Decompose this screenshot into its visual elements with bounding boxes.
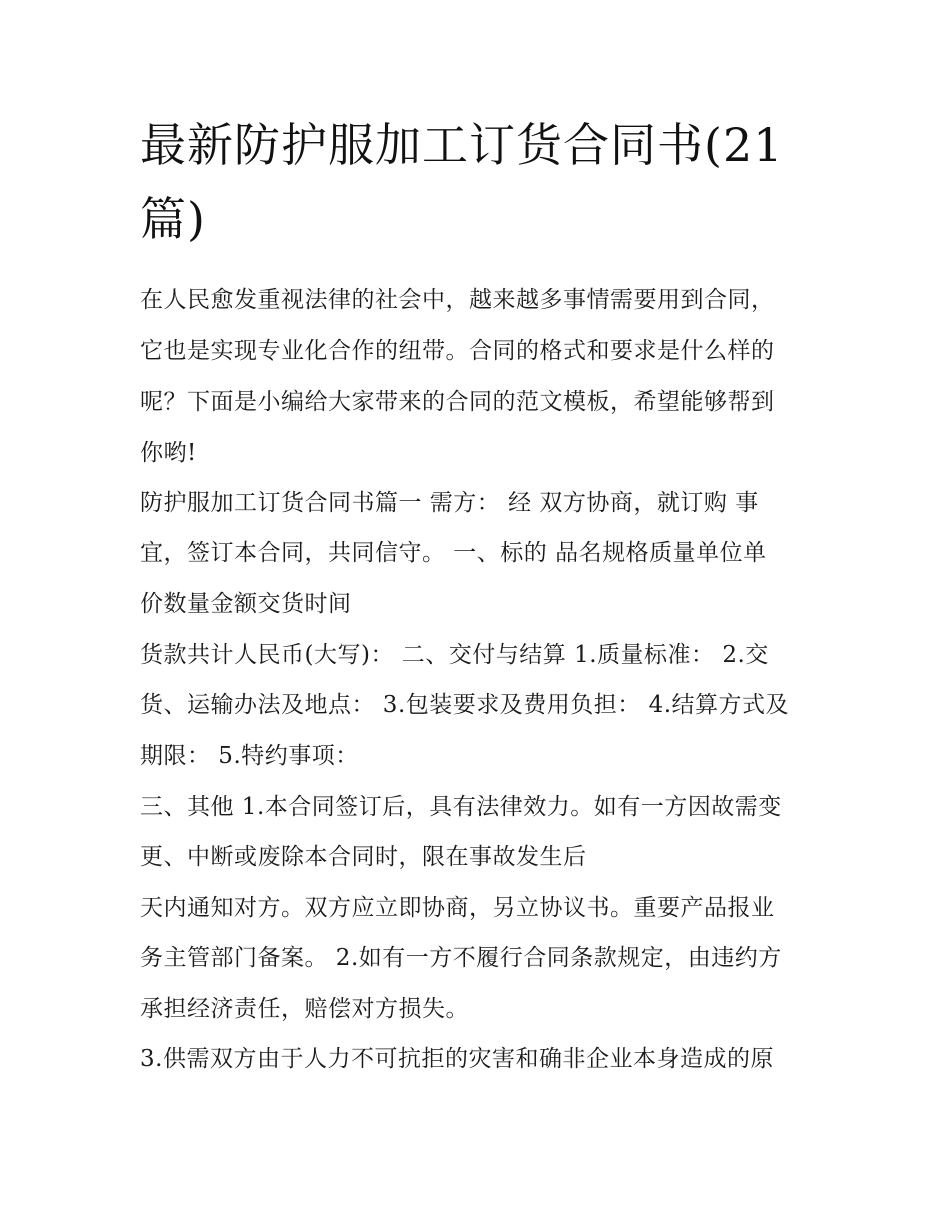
document-title	[140, 108, 820, 256]
title-line: 最新防护服加工订货合同书(21	[140, 118, 784, 172]
body-line: 货、运输办法及地点： 3.包装要求及费用负担： 4.结算方式及	[140, 692, 790, 718]
body-line: 价数量金额交货时间	[140, 591, 352, 617]
body-line: 3.供需双方由于人力不可抗拒的灾害和确非企业本身造成的原	[140, 1046, 774, 1072]
body-line: 天内通知对方。双方应立即协商，另立协议书。重要产品报业	[140, 895, 775, 921]
body-line: 三、其他 1.本合同签订后，具有法律效力。如有一方因故需变	[140, 794, 782, 820]
body-line: 宜，签订本合同，共同信守。 一、标的 品名规格质量单位单	[140, 540, 767, 566]
title-line: 篇)	[140, 192, 206, 246]
body-line: 在人民愈发重视法律的社会中，越来越多事情需要用到合同，	[140, 287, 775, 313]
body-line: 承担经济责任，赔偿对方损失。	[140, 996, 469, 1022]
body-line: 它也是实现专业化合作的纽带。合同的格式和要求是什么样的	[140, 338, 775, 364]
body-line: 更、中断或废除本合同时，限在事故发生后	[140, 844, 587, 870]
body-line: 你哟!	[140, 440, 197, 466]
body-line: 呢？下面是小编给大家带来的合同的范文模板，希望能够帮到	[140, 389, 775, 415]
body-line: 期限： 5.特约事项：	[140, 743, 359, 769]
body-line: 货款共计人民币(大写)： 二、交付与结算 1.质量标准： 2.交	[140, 642, 769, 668]
body-line: 务主管部门备案。 2.如有一方不履行合同条款规定，由违约方	[140, 945, 782, 971]
body-line: 防护服加工订货合同书篇一 需方： 经 双方协商，就订购 事	[140, 490, 759, 516]
